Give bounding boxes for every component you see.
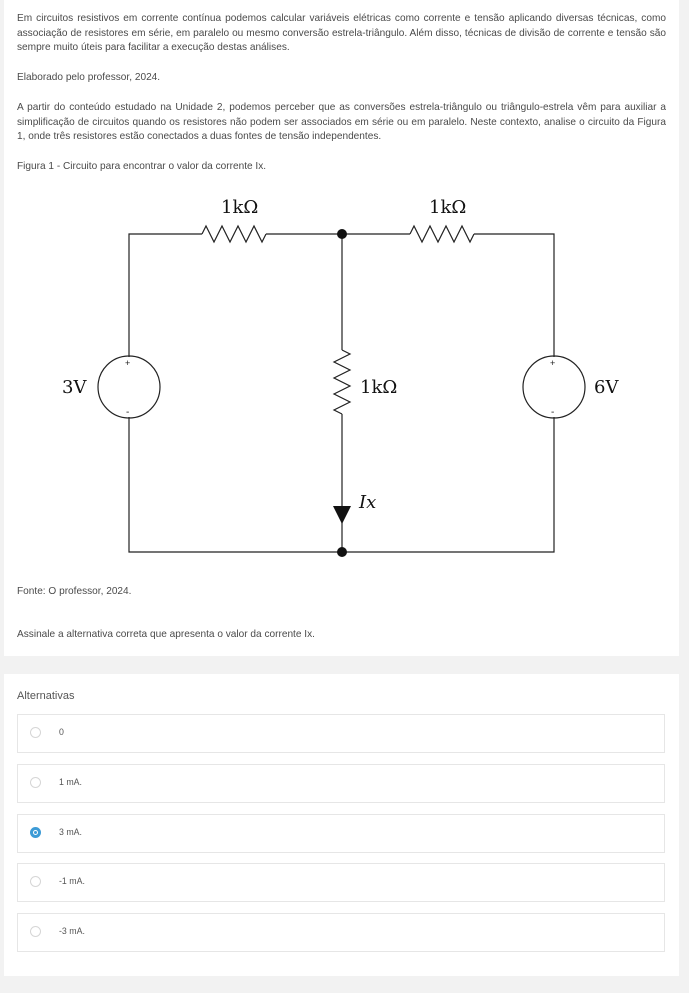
label-r-top-left: 1kΩ [221,197,259,218]
question-intro: Em circuitos resistivos em corrente contínua podemos calcular variáveis elétricas como corrente e tensão aplicando diversas técnicas, como associação de resistores em série, em paralelo ou mesmo conversão estrela-triângulo. Além disso, técnicas de divisão de corrente e tensão são sempre muito úteis para facilitar a execução destas análises. [17,13,666,54]
alternative-label: 1 mA. [59,777,82,787]
alternative-option-4[interactable] [17,913,665,952]
radio-button-icon[interactable] [30,777,41,788]
resistor-middle-zigzag [334,350,350,414]
label-current: Ix [359,492,377,513]
radio-button-icon[interactable] [30,876,41,887]
label-source-right: 6V [594,377,619,398]
question-card [4,0,679,656]
alternative-option-0[interactable] [17,714,665,753]
alternatives-card [4,674,679,976]
alternative-option-1[interactable] [17,764,665,803]
figure-source: Fonte: O professor, 2024. [17,586,132,597]
radio-button-icon[interactable] [30,926,41,937]
node-top [337,229,347,239]
question-author: Elaborado pelo professor, 2024. [17,72,161,83]
node-bottom [337,547,347,557]
resistor-top-right-zigzag [410,226,474,242]
wire-left-lower [129,417,342,552]
alternative-label: 3 mA. [59,827,82,837]
question-context: A partir do conteúdo estudado na Unidade 2, podemos perceber que as conversões estrela-triângulo ou triângulo-estrela vêm para auxiliar a simplificação de circuitos quando os resistores não podem ser associados em série ou em paralelo. Neste contexto, analise o circuito da Figura 1, onde três resistores estão conectados a duas fontes de tensão independentes. [17,102,666,143]
radio-button-icon[interactable] [30,727,41,738]
alternatives-title: Alternativas [17,690,75,702]
wire-top-left [129,234,202,357]
source-left-minus: - [126,407,130,418]
figure-caption: Figura 1 - Circuito para encontrar o valor da corrente Ix. [17,161,267,172]
source-right-plus: + [550,358,556,368]
alternative-label: -1 mA. [59,876,85,886]
source-left-plus: + [125,358,131,368]
label-r-top-right: 1kΩ [429,197,467,218]
label-r-middle: 1kΩ [360,377,398,398]
source-right-minus: - [551,407,555,418]
label-source-left: 3V [62,377,87,398]
circuit-diagram [54,190,634,570]
alternative-option-3[interactable] [17,863,665,902]
current-arrow-icon [333,506,351,524]
question-prompt: Assinale a alternativa correta que apresenta o valor da corrente Ix. [17,629,315,640]
alternative-label: -3 mA. [59,926,85,936]
radio-button-selected-icon[interactable] [30,827,41,838]
wire-right-lower [342,417,554,552]
wire-top-right [474,234,554,357]
alternative-option-2[interactable] [17,814,665,853]
resistor-top-left-zigzag [202,226,266,242]
alternative-label: 0 [59,727,64,737]
